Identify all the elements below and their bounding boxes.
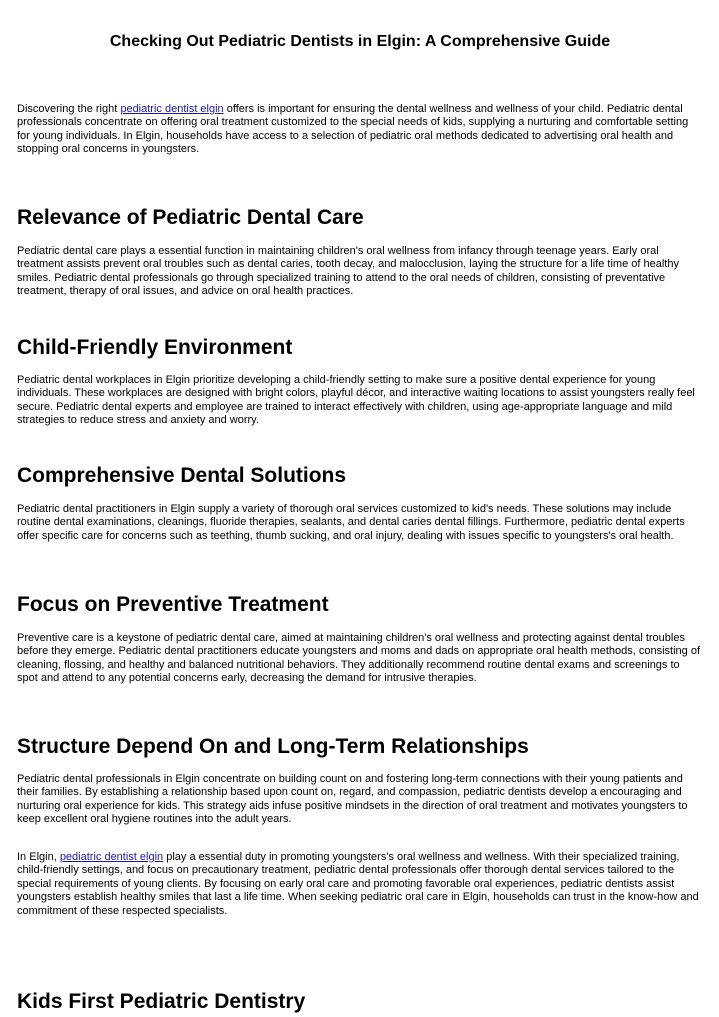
intro-text-before: Discovering the right [17,103,121,115]
intro-paragraph [17,103,703,157]
pediatric-dentist-elgin-link-2[interactable]: pediatric dentist elgin [59,851,164,863]
section-body-trust: Pediatric dental professionals in Elgin concentrate on building count on and fostering long-term connections with their young patients and their families. By establishing a relationship based upon count on, regard, and compassion, pediatric dentists develop a encouraging and nurturing oral experience for kids. This strategy aids infuse positive mindsets in the direction of oral treatment and motivates youngsters to keep excellent oral hygiene routines into the adult years. [17,773,688,826]
section-body-relevance: Pediatric dental care plays a essential function in maintaining children's oral wellness from infancy through teenage years. Early oral treatment assists prevent oral troubles such as dental caries, tooth decay, and malocclusion, laying the structure for a life time of healthy smiles. Pediatric dental professionals go through specialized training to attend to the oral needs of children, consisting of preventative treatment, therapy of oral issues, and advice on oral health practices. [17,245,679,298]
pediatric-dentist-elgin-link[interactable]: pediatric dentist elgin [120,103,224,115]
section-heading-preventive: Focus on Preventive Treatment [17,593,329,616]
intro-text-after: offers is important for ensuring the dental wellness and wellness of your child. Pediatric dental professionals concentrate on offering oral treatment customized to the special needs of kids, supplying a nurturing and comfortable setting for young individuals. In Elgin, households have access to a selection of pediatric oral methods dedicated to advertising oral health and stopping oral concerns in youngsters. [17,103,689,156]
section-body-comprehensive: Pediatric dental practitioners in Elgin supply a variety of thorough oral services customized to kid's needs. These solutions may include routine dental examinations, cleanings, fluoride therapies, sealants, and dental caries dental fillings. Furthermore, pediatric dental experts offer specific care for concerns such as teething, thumb sucking, and oral injury, dealing with issues specific to youngsters's oral health. [17,503,685,542]
final-heading: Kids First Pediatric Dentistry [17,990,306,1013]
document-title: Checking Out Pediatric Dentists in Elgin: A Comprehensive Guide [109,33,611,50]
section-body-child-friendly: Pediatric dental workplaces in Elgin prioritize developing a child-friendly setting to make sure a positive dental experience for young individuals. These workplaces are designed with bright colors, playful décor, and interactive waiting locations to assist youngsters really feel secure. Pediatric dental experts and employee are trained to interact effectively with children, using age-appropriate language and mild strategies to reduce stress and anxiety and worry. [17,374,695,427]
section-heading-comprehensive: Comprehensive Dental Solutions [17,464,347,487]
closing-paragraph [17,851,703,918]
closing-text-before: In Elgin, [17,851,60,863]
section-body-preventive: Preventive care is a keystone of pediatric dental care, aimed at maintaining children's oral wellness and protecting against dental troubles before they emerge. Pediatric dental practitioners educate youngsters and moms and dads on appropriate oral health methods, consisting of cleaning, flossing, and healthy and balanced nutritional behaviors. They additionally recommend routine dental exams and screenings to spot and attend to any potential concerns early, decreasing the demand for intrusive therapies. [17,632,701,685]
section-heading-relevance: Relevance of Pediatric Dental Care [17,206,364,229]
section-heading-trust: Structure Depend On and Long-Term Relationships [17,735,529,758]
section-heading-child-friendly: Child-Friendly Environment [17,336,293,359]
closing-text-after: play a essential duty in promoting youngsters's oral wellness and wellness. With their specialized training, child-friendly settings, and focus on precautionary treatment, pediatric dental professionals offer thorough dental services tailored to the special requirements of young clients. By focusing on early oral care and promoting favorable oral experiences, pediatric dentists assist youngsters establish healthy smiles that last a life time. When seeking pediatric oral care in Elgin, households can trust in the know-how and commitment of these respected specialists. [17,851,699,917]
